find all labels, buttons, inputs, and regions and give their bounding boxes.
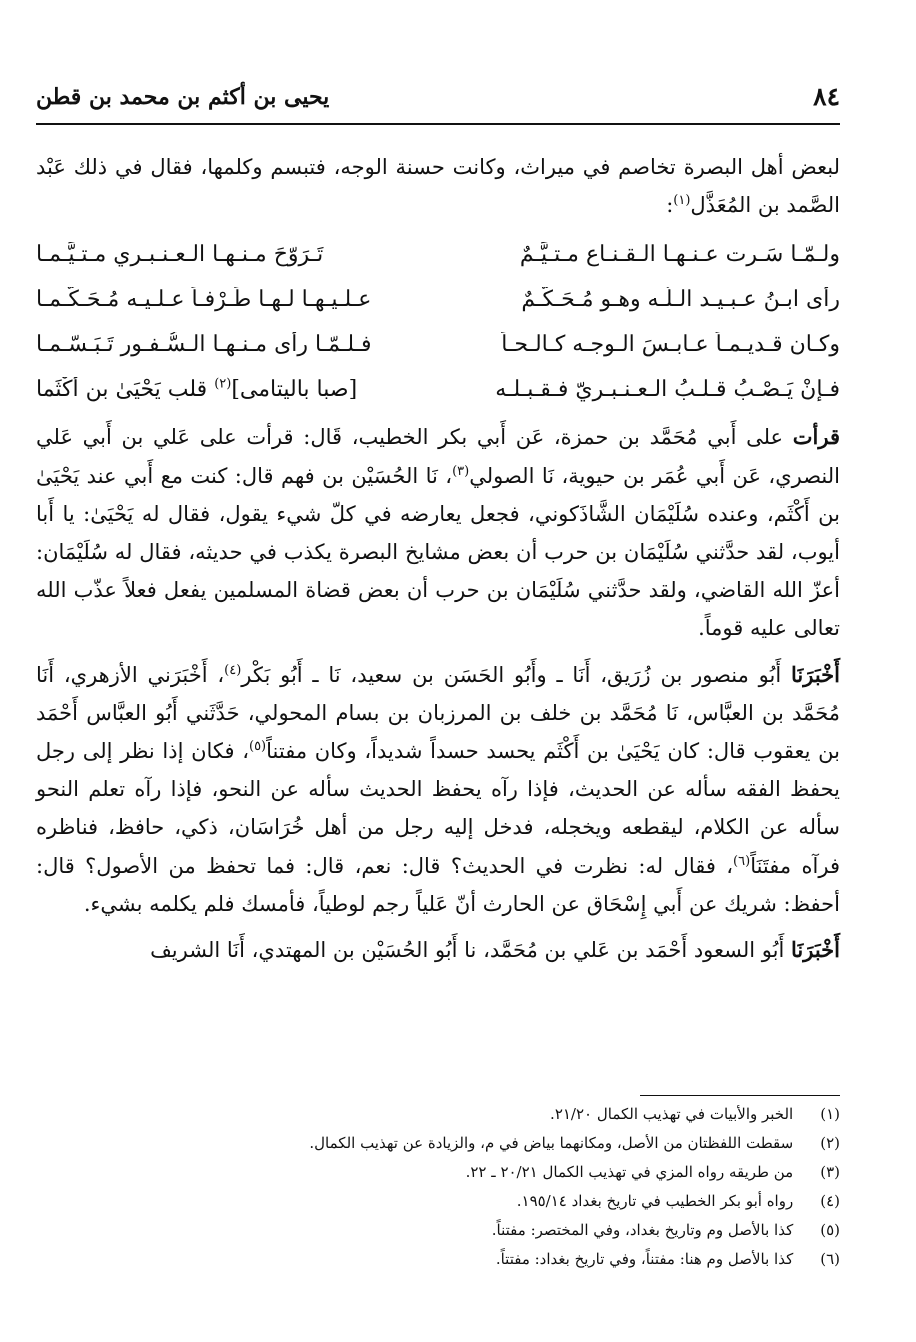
paragraph-3-text-d: ، فقال له: نظرت في الحديث؟ قال: نعم، قال: فما تحفظ من الأصول؟ قال: أحفظ: شريك عن أَبي إِسْحَاق عن الحارث أنّ عَلياً رجم لوطياً، فأمسك فلم يكلمه بشيء. — [36, 853, 840, 916]
footnote-ref-4[interactable]: (٤) — [224, 662, 242, 678]
main-text — [36, 148, 840, 969]
footnote-text: الخبر والأبيات في تهذيب الكمال ٢١/٢٠. — [550, 1105, 794, 1123]
verse-bracketed-addition: [صبا باليتامى] — [231, 377, 358, 403]
paragraph-4 — [36, 931, 840, 969]
footnote-item — [36, 1100, 840, 1129]
footnote-item — [36, 1129, 840, 1158]
paragraph-2-text-b: ، نَا الحُسَيْن بن فهم قال: كنت مع أَبي عند يَحْيَىٰ بن أَكْثَم، وعنده سُلَيْمَان الشَّاذَكوني، فجعل يعارضه في كلّ شيء يقول، فقال له يَحْيَىٰ: يا أَبا أيوب، لقد حدَّثني سُلَيْمَان بن حرب أن بعض مشايخ البصرة يكذب في حديثه، فقال له سُلَيْمَان: أعزّ الله القاضي، ولقد حدَّثني سُلَيْمَان بن حرب أن بعض قضاة المسلمين يفعل فعلاً عذّب الله تعالى عليه قوماً. — [36, 463, 840, 641]
paragraph-3-text-c: ، فكان إذا نظر إلى رجل يحفظ الفقه سأله عن الحديث، فإذا رآه يحفظ الحديث سأله عن النحو، فإذا رآه تعلم النحو سأله عن الكلام، ليقطعه ويخجله، فدخل إليه رجل من أهل خُرَاسَان، ذكي، حافظ، فناظره فرآه مفتَنَاً — [36, 739, 840, 878]
paragraph-4-text: أَبُو السعود أَحْمَد بن عَلي بن مُحَمَّد، نا أَبُو الحُسَيْن بن المهتدي، أَنَا الشريف — [150, 938, 785, 963]
footnote-text: كذا بالأصل وم هنا: مفتناً، وفي تاريخ بغداد: مفتتاً. — [495, 1250, 794, 1268]
footnote-item — [36, 1158, 840, 1187]
paragraph-1 — [36, 148, 840, 224]
footnotes — [36, 1100, 840, 1274]
paragraph-3-text-a: أَبُو منصور بن زُرَيق، أَنَا ـ وأَبُو الحَسَن بن سعيد، نَا ـ أَبُو بَكْر — [241, 662, 782, 687]
paragraph-2 — [36, 418, 840, 647]
footnote-number: (٤) — [820, 1192, 840, 1210]
footnote-text: رواه أبو بكر الخطيب في تاريخ بغداد ١٩٥/١٤. — [516, 1192, 794, 1210]
footnote-separator — [640, 1095, 840, 1096]
footnote-item — [36, 1245, 840, 1274]
paragraph-2-text-a: على أَبي مُحَمَّد بن حمزة، عَن أَبي بكر الخطيب، قَال: قرأت على عَلي بن أَبي عَلي النصري، عَن أَبي عُمَر بن حيوية، نَا الصولي — [36, 425, 840, 488]
paragraph-2-lead: قرأت — [792, 424, 840, 450]
footnote-text: كذا بالأصل وم وتاريخ بغداد، وفي المختصر: مفتناً. — [491, 1221, 794, 1239]
paragraph-3-lead: أَخْبَرَنَا — [791, 661, 840, 687]
verse-first-hemistich: فـإنْ يَـصْـبُ قـلـبُ الـعـنـبـريّ فـقـبـلـه — [495, 377, 840, 403]
footnote-ref-3[interactable]: (٣) — [452, 463, 470, 479]
footnote-ref-1[interactable]: (١) — [673, 193, 691, 209]
footnote-item — [36, 1187, 840, 1216]
verse-second-hemistich — [36, 377, 414, 402]
header-rule — [36, 123, 840, 125]
poem — [36, 232, 840, 412]
verse-second-hemistich: عـلـيـهـا لـهـا طَـرْفـاً عـلـيـه مُـحَـكَّـمـا — [36, 287, 372, 313]
verse-first-hemistich: وكـان قـديـمـاً عـابـسَ الـوجـه كـالـحـاً — [501, 332, 840, 358]
page-number: ٨٤ — [813, 82, 840, 111]
footnote-number: (٦) — [820, 1250, 840, 1268]
verse-second-hemistich-end: قلب يَحْيَىٰ بن أَكْثَما — [36, 377, 215, 403]
footnote-ref-2[interactable]: (٢) — [214, 377, 232, 393]
footnote-text: سقطت اللفظتان من الأصل، ومكانهما بياض في م، والزيادة عن تهذيب الكمال. — [309, 1134, 794, 1152]
footnote-item — [36, 1216, 840, 1245]
footnote-number: (٢) — [820, 1134, 840, 1152]
verse-first-hemistich: ولـمّـا سَـرت عـنـهـا الـقـنـاع مـتـيَّـمٌ — [519, 242, 840, 268]
verse-line — [36, 232, 840, 277]
verse-line — [36, 277, 840, 322]
page-header — [36, 82, 840, 122]
paragraph-3 — [36, 656, 840, 923]
paragraph-1-text: لبعض أهل البصرة تخاصم في ميراث، وكانت حسنة الوجه، فتبسم وكلمها، فقال في ذلك عَبْد الصَّمد بن المُعَذَّل — [36, 155, 840, 218]
footnote-text: من طريقه رواه المزي في تهذيب الكمال ٢٠/٢١ ـ ٢٢. — [465, 1163, 794, 1181]
verse-line — [36, 367, 840, 412]
footnote-number: (٣) — [820, 1163, 840, 1181]
footnote-ref-5[interactable]: (٥) — [248, 739, 267, 755]
paragraph-1-colon: : — [666, 193, 674, 218]
paragraph-3-text-b: ، أَخْبَرَني الأزهري، أَنَا مُحَمَّد بن العبَّاس، نَا مُحَمَّد بن خلف بن المرزبان بن بسام المحولي، حَدَّثَني أَبُو العبَّاس أَحْمَد بن يعقوب قال: كان يَحْيَىٰ بن أَكْثَم يحسد حسداً شديداً، وكان مفتناً — [36, 662, 840, 764]
footnote-number: (٥) — [820, 1221, 840, 1239]
verse-second-hemistich: تَـرَوّحَ مـنـهـا الـعـنـبـري مـتـيَّـمـا — [36, 242, 324, 268]
footnote-number: (١) — [820, 1105, 840, 1123]
footnote-ref-6[interactable]: (٦) — [733, 853, 751, 869]
verse-second-hemistich: فـلـمّـا رأى مـنـهـا الـسُّـفـور تَـبَـسّـمـا — [36, 332, 372, 358]
paragraph-4-lead: أَخْبَرَنَا — [791, 937, 840, 963]
running-title: يحيى بن أكثم بن محمد بن قطن — [36, 84, 330, 110]
verse-first-hemistich: رأى ابـنُ عـبـيـد الـلّـه وهـو مُـحَـكَّـمٌ — [521, 287, 840, 313]
verse-line — [36, 322, 840, 367]
